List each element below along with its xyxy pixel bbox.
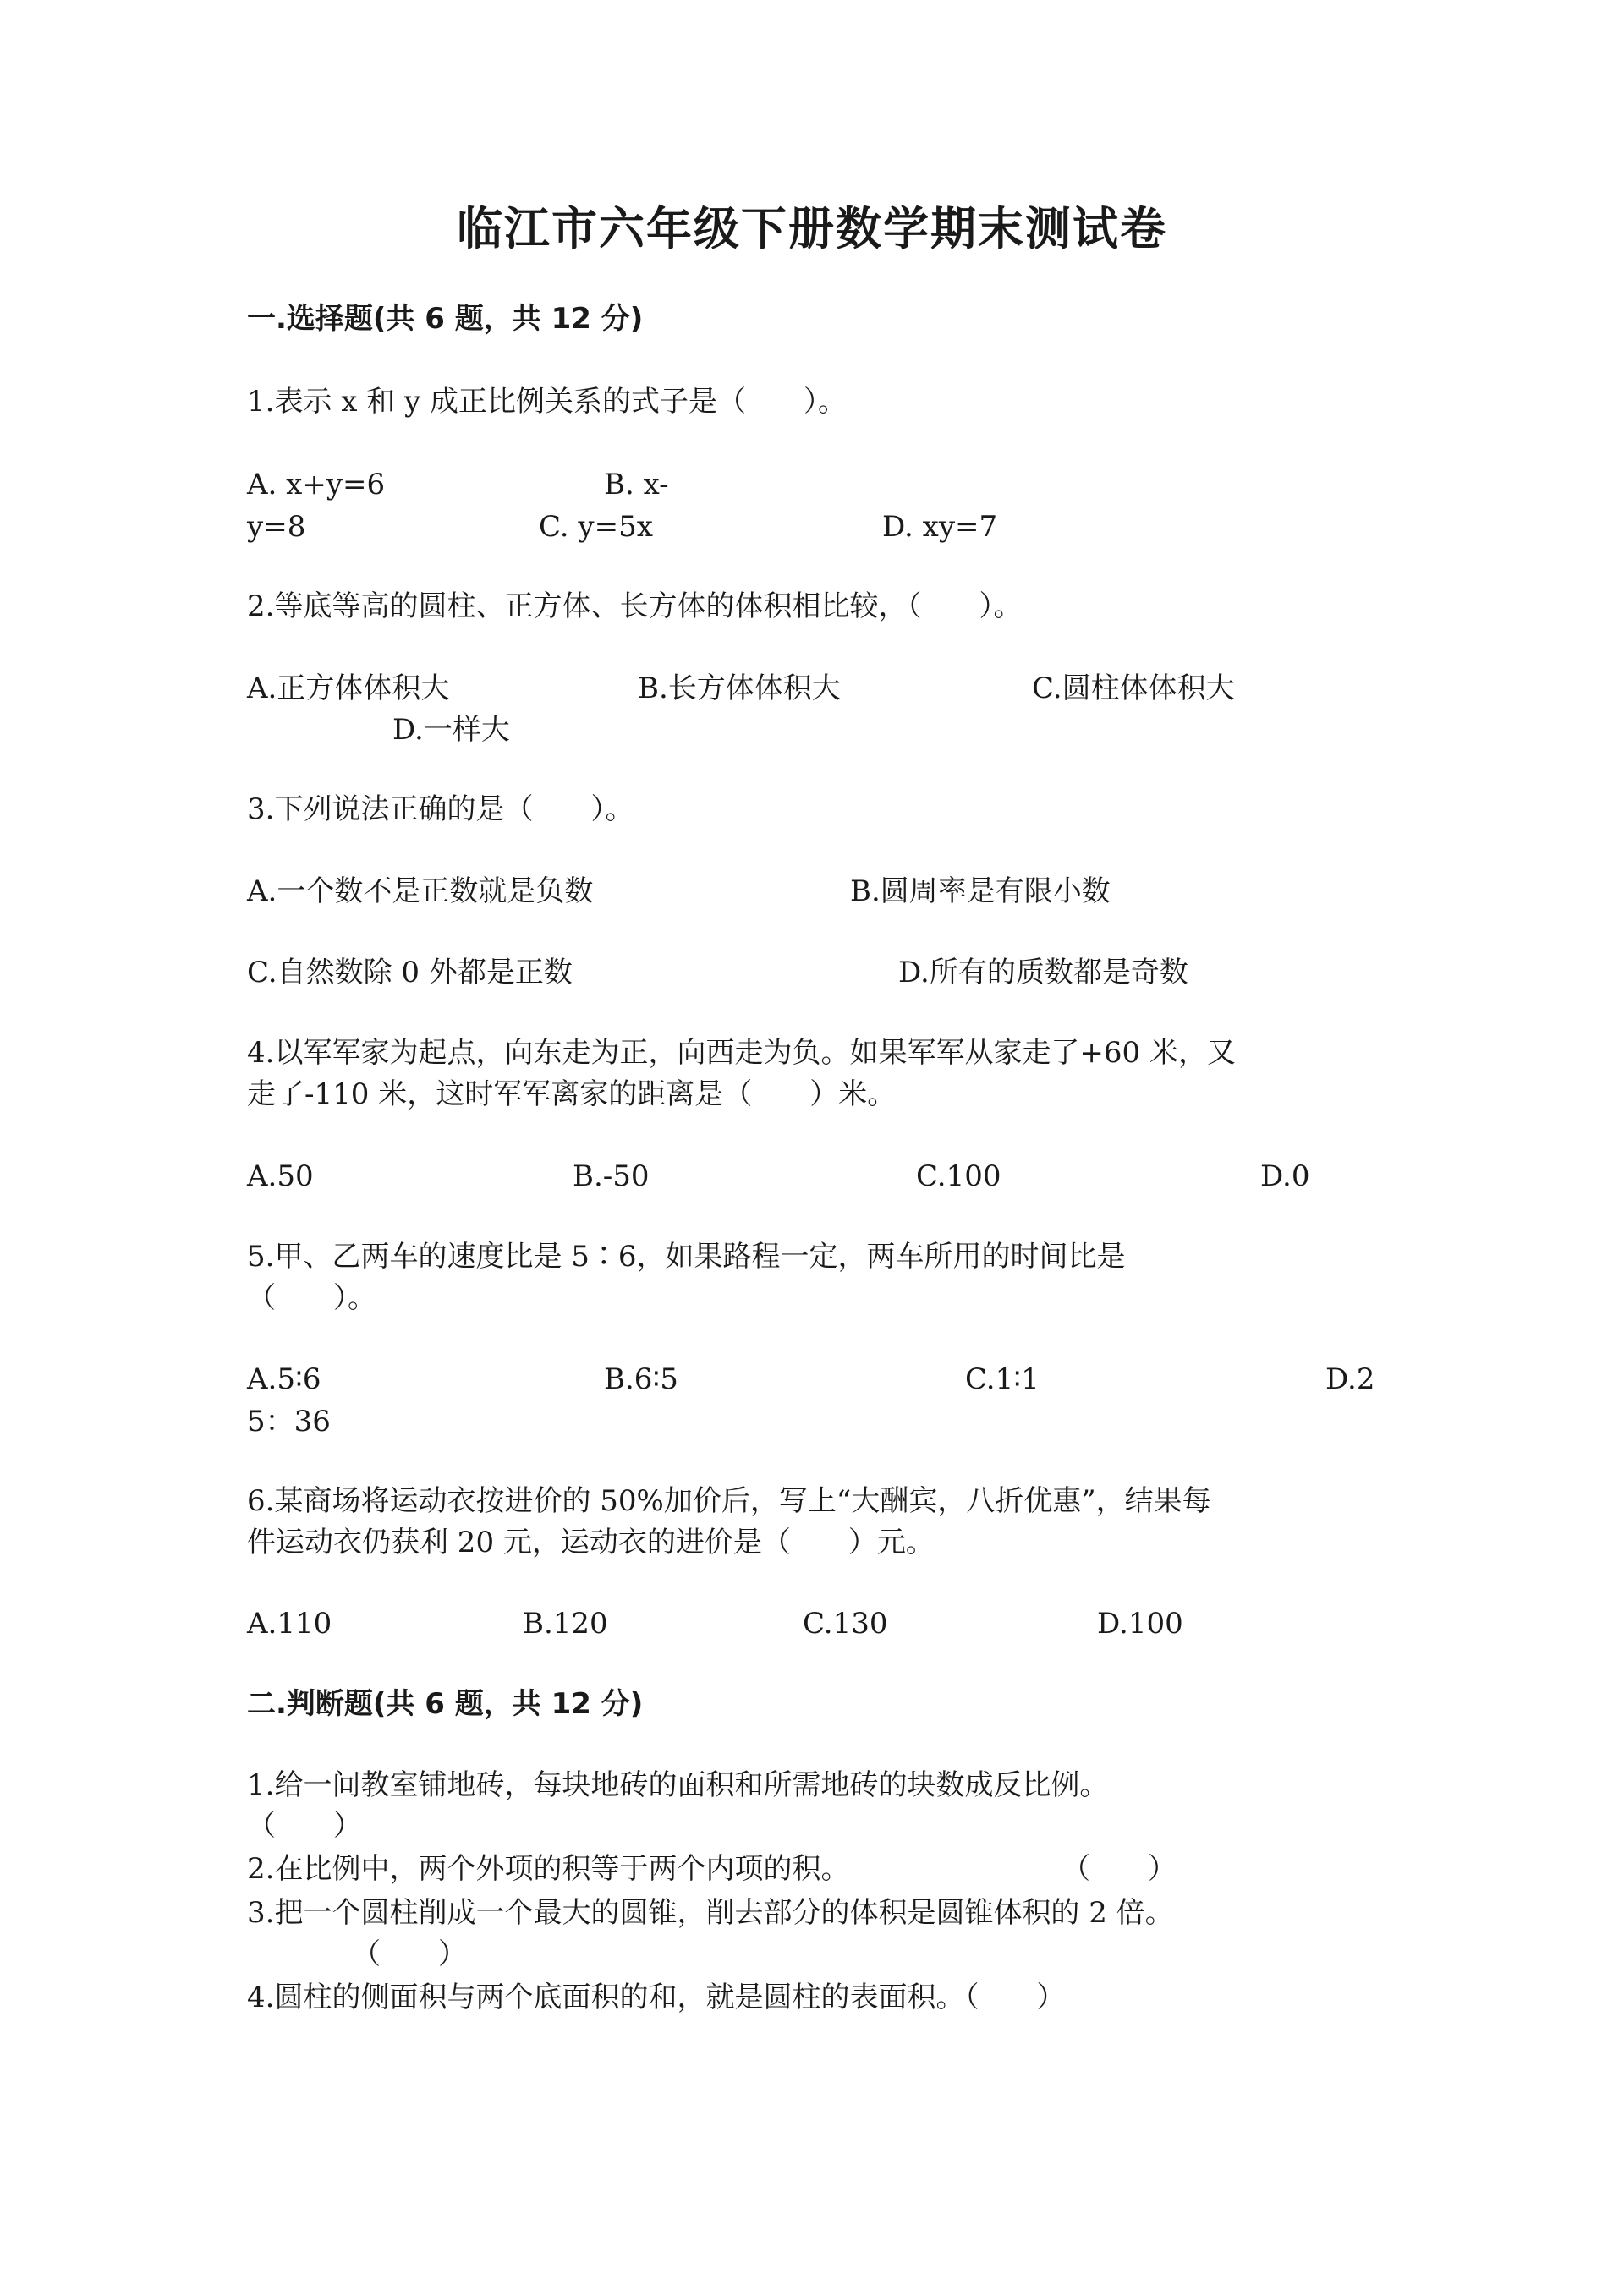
question-3-option-c: C.自然数除 0 外都是正数	[247, 956, 573, 989]
question-3-stem: 3.下列说法正确的是（ ）。	[247, 792, 634, 826]
question-4-stem-line-1: 4.以军军家为起点，向东走为正，向西走为负。如果军军从家走了+60 米，又	[247, 1036, 1236, 1070]
question-2-option-d: D.一样大	[392, 713, 510, 747]
question-4-option-b: B.-50	[573, 1159, 650, 1193]
question-2-stem: 2.等底等高的圆柱、正方体、长方体的体积相比较，（ ）。	[247, 589, 1023, 623]
question-5-option-b: B.6∶5	[604, 1362, 678, 1396]
judgement-3-answer-blank: （ ）	[352, 1937, 467, 1971]
question-6-option-b: B.120	[523, 1607, 608, 1641]
question-4-option-d: D.0	[1260, 1159, 1310, 1193]
question-5-stem-line-2: （ ）。	[247, 1281, 376, 1315]
question-2-option-b: B.长方体体积大	[638, 671, 841, 705]
question-5-option-d: D.2	[1325, 1362, 1375, 1396]
question-6-option-a: A.110	[247, 1607, 332, 1641]
question-5-stem-line-1: 5.甲、乙两车的速度比是 5∶6，如果路程一定，两车所用的时间比是	[247, 1240, 1126, 1274]
question-4-option-a: A.50	[247, 1159, 314, 1193]
question-3-option-d: D.所有的质数都是奇数	[898, 956, 1188, 989]
question-2-option-a: A.正方体体积大	[247, 671, 450, 705]
section-heading-choice: 一.选择题(共 6 题，共 12 分)	[247, 302, 644, 336]
question-5-option-d-wrap: 5：36	[247, 1405, 331, 1438]
judgement-1-answer-blank: （ ）	[247, 1809, 362, 1843]
question-5-option-c: C.1∶1	[965, 1362, 1040, 1396]
question-1-option-d: D. xy=7	[882, 510, 998, 544]
question-3-option-b: B.圆周率是有限小数	[850, 874, 1111, 908]
question-5-option-a: A.5∶6	[247, 1362, 321, 1396]
question-6-option-c: C.130	[803, 1607, 888, 1641]
question-4-option-c: C.100	[916, 1159, 1001, 1193]
question-2-option-c: C.圆柱体体积大	[1032, 671, 1235, 705]
question-1-option-c: C. y=5x	[539, 510, 653, 544]
question-6-option-d: D.100	[1097, 1607, 1183, 1641]
judgement-4-stem: 4.圆柱的侧面积与两个底面积的和，就是圆柱的表面积。（ ）	[247, 1981, 1066, 2014]
question-1-option-b: B. x-	[604, 468, 669, 501]
judgement-3-stem: 3.把一个圆柱削成一个最大的圆锥，削去部分的体积是圆锥体积的 2 倍。	[247, 1896, 1174, 1930]
question-1-stem: 1.表示 x 和 y 成正比例关系的式子是（ ）。	[247, 385, 848, 419]
question-6-stem-line-1: 6.某商场将运动衣按进价的 50%加价后，写上“大酬宾，八折优惠”，结果每	[247, 1484, 1211, 1518]
question-6-stem-line-2: 件运动衣仍获利 20 元，运动衣的进价是（ ）元。	[247, 1526, 935, 1559]
section-heading-judgement: 二.判断题(共 6 题，共 12 分)	[247, 1687, 644, 1721]
page-title: 临江市六年级下册数学期末测试卷	[457, 201, 1167, 255]
judgement-2-stem: 2.在比例中，两个外项的积等于两个内项的积。	[247, 1852, 850, 1886]
judgement-1-stem: 1.给一间教室铺地砖，每块地砖的面积和所需地砖的块数成反比例。	[247, 1768, 1109, 1802]
question-1-option-b-wrap: y=8	[247, 510, 306, 544]
question-1-option-a: A. x+y=6	[247, 468, 386, 501]
question-3-option-a: A.一个数不是正数就是负数	[247, 874, 594, 908]
question-4-stem-line-2: 走了-110 米，这时军军离家的距离是（ ）米。	[247, 1077, 897, 1111]
judgement-2-answer-blank: （ ）	[1062, 1852, 1177, 1886]
